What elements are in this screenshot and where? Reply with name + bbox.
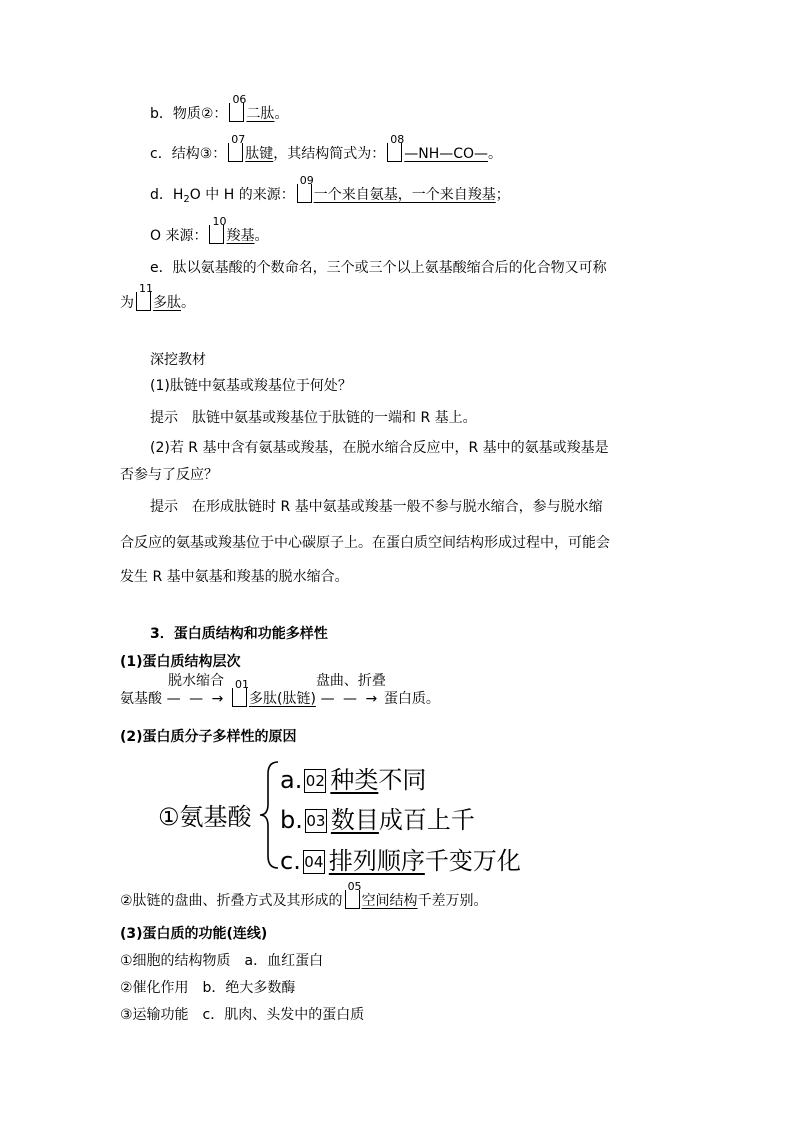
arrow-label: 盘曲、折叠 [315,673,386,689]
text: c．结构③： [150,146,227,162]
section-3-title: 3．蛋白质结构和功能多样性 [150,626,328,642]
line-e-1 [150,258,607,278]
item-letter: a. [280,766,303,794]
hint-2-line-3: 发生 R 基中氨基和羧基的脱水缩合。 [120,569,349,585]
flow-end: 蛋白质。 [383,691,440,707]
line-b [150,93,289,124]
text: ②肽链的盘曲、折叠方式及其形成的 [120,893,343,909]
section-3-sub2: (2)蛋白质分子多样性的原因 [120,729,297,745]
answer-blank[interactable] [209,215,227,244]
answer-text: 空间结构 [361,893,418,909]
arrow-2 [315,673,386,709]
blank-number: 09 [299,174,314,187]
text: 千变万化 [424,847,521,875]
diagram-item-c [280,841,521,876]
answer-text: 数目 [330,806,379,834]
answer-text: 羧基 [226,228,255,244]
section-3-sub1: (1)蛋白质结构层次 [120,654,241,670]
function-item: ②催化作用 b．绝大多数酶 [120,980,296,996]
arrow-label: 脱水缩合 [168,673,224,689]
answer-blank[interactable]: 04 [303,850,325,874]
answer-text: —NH—CO— [404,146,489,162]
text: e．肽以氨基酸的个数命名，三个或三个以上氨基酸缩合后的化合物又可称 [150,260,607,276]
blank-number: 11 [139,282,153,295]
line-o [150,215,269,246]
structure-flow [120,673,440,709]
answer-text: 种类 [330,766,379,794]
text: b．物质②： [150,106,228,122]
function-item: ①细胞的结构物质 a．血红蛋白 [120,953,324,969]
answer-blank[interactable] [232,678,249,707]
blank-number: 05 [347,880,362,893]
answer-blank[interactable] [297,174,314,203]
text: 。 [274,106,289,122]
hint-2-line-1: 提示 在形成肽链时 R 基中氨基或羧基一般不参与脱水缩合，参与脱水缩 [150,499,603,515]
answer-blank[interactable]: 03 [305,809,327,833]
answer-text: 肽键 [245,146,274,162]
diagram-item-b [280,800,475,835]
text: O 来源： [150,228,208,244]
arrow-icon: — — → [166,691,226,707]
text: 。 [181,295,195,311]
question-2-line-2: 否参与了反应？ [120,467,218,483]
text: 不同 [378,766,427,794]
text: 成百上千 [378,806,475,834]
question-2-line-1: (2)若 R 基中含有氨基或羧基，在脱水缩合反应中，R 基中的氨基或羧基是 [150,440,609,456]
answer-text: 排列顺序 [328,847,425,875]
text: d．H [150,187,184,203]
answer-text: 多肽 [153,295,181,311]
deep-title: 深挖教材 [150,352,206,368]
blank-number: 01 [235,678,249,691]
text: 千差万别。 [417,893,488,909]
text: 。 [254,228,269,244]
arrow-1 [162,673,230,709]
text: ，其结构简式为： [273,146,386,162]
curly-brace-icon [258,760,280,870]
answer-blank[interactable] [229,93,247,122]
blank-number: 06 [232,93,247,106]
line-d [150,174,510,210]
blank-number: 10 [212,215,227,228]
answer-blank[interactable]: 02 [304,769,326,793]
text: 。 [488,146,503,162]
answer-text: 一个来自氨基，一个来自羧基 [313,187,496,203]
answer-blank[interactable] [136,282,153,311]
line-peptide-fold [120,880,488,911]
line-c [150,133,503,164]
line-e-2 [120,282,195,313]
item-letter: c. [280,847,301,875]
text: 为 [120,295,134,311]
text: ； [495,187,510,203]
answer-blank[interactable] [387,133,405,162]
answer-blank[interactable] [345,880,362,909]
question-1: (1)肽链中氨基或羧基位于何处？ [150,378,352,394]
text: O 中 H 的来源： [189,187,295,203]
diagram-item-a [280,760,426,795]
blank-number: 07 [231,133,246,146]
arrow-icon: — — → [320,691,380,707]
function-item: ③运输功能 c．肌肉、头发中的蛋白质 [120,1007,365,1023]
blank-number: 08 [390,133,405,146]
item-letter: b. [280,806,303,834]
hint-2-line-2: 合反应的氨基或羧基位于中心碳原子上。在蛋白质空间结构形成过程中，可能会 [120,535,610,551]
answer-text: 多肽(肽链) [249,691,316,707]
answer-blank[interactable] [228,133,246,162]
flow-start: 氨基酸 [120,691,162,707]
hint-1: 提示 肽链中氨基或羧基位于肽链的一端和 R 基上。 [150,410,477,426]
subscript: 2 [183,194,190,205]
section-3-sub3: (3)蛋白质的功能(连线) [120,926,268,942]
diagram-left-label: ①氨基酸 [158,803,252,831]
answer-text: 二肽 [246,106,275,122]
